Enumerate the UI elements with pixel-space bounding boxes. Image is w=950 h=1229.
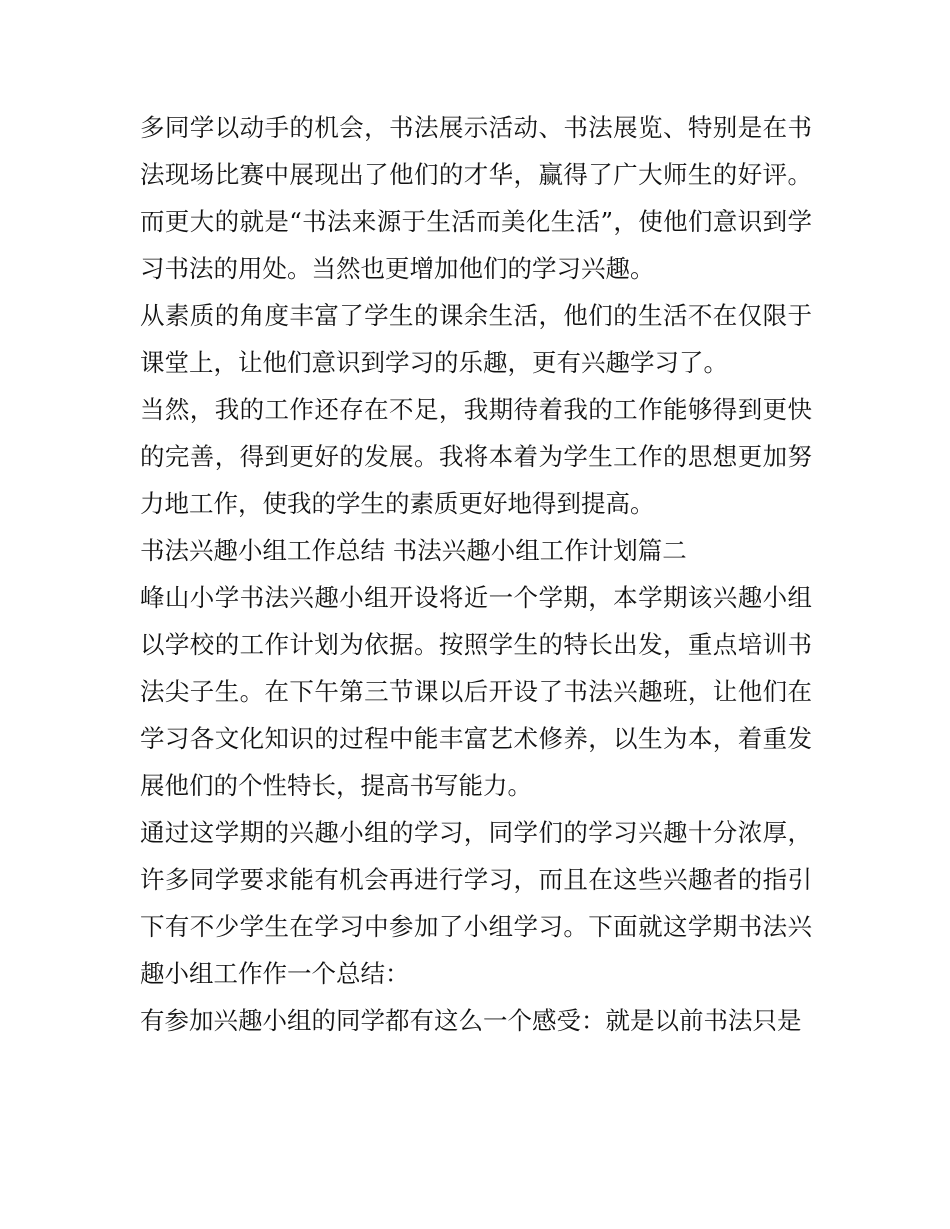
paragraph-2: 从素质的角度丰富了学生的课余生活，他们的生活不在仅限于课堂上，让他们意识到学习的乐趣，更有兴趣学习了。 — [140, 301, 812, 377]
document-body — [140, 104, 812, 1044]
paragraph-6: 有参加兴趣小组的同学都有这么一个感受：就是以前书法只是 — [140, 1006, 802, 1035]
paragraph-4: 峰山小学书法兴趣小组开设将近一个学期，本学期该兴趣小组以学校的工作计划为依据。按照学生的特长出发，重点培训书法尖子生。在下午第三节课以后开设了书法兴趣班，让他们在学习各文化知识的过程中能丰富艺术修养，以生为本，着重发展他们的个性特长，提高书写能力。 — [140, 583, 812, 800]
section-heading: 书法兴趣小组工作总结 书法兴趣小组工作计划篇二 — [140, 536, 687, 565]
paragraph-3: 当然，我的工作还存在不足，我期待着我的工作能够得到更快的完善，得到更好的发展。我将本着为学生工作的思想更加努力地工作，使我的学生的素质更好地得到提高。 — [140, 395, 812, 518]
paragraph-1: 多同学以动手的机会，书法展示活动、书法展览、特别是在书法现场比赛中展现出了他们的才华，赢得了广大师生的好评。而更大的就是“书法来源于生活而美化生活”，使他们意识到学习书法的用处。当然也更增加他们的学习兴趣。 — [140, 113, 812, 283]
paragraph-5: 通过这学期的兴趣小组的学习，同学们的学习兴趣十分浓厚，许多同学要求能有机会再进行学习，而且在这些兴趣者的指引下有不少学生在学习中参加了小组学习。下面就这学期书法兴趣小组工作作一个总结： — [140, 818, 812, 988]
